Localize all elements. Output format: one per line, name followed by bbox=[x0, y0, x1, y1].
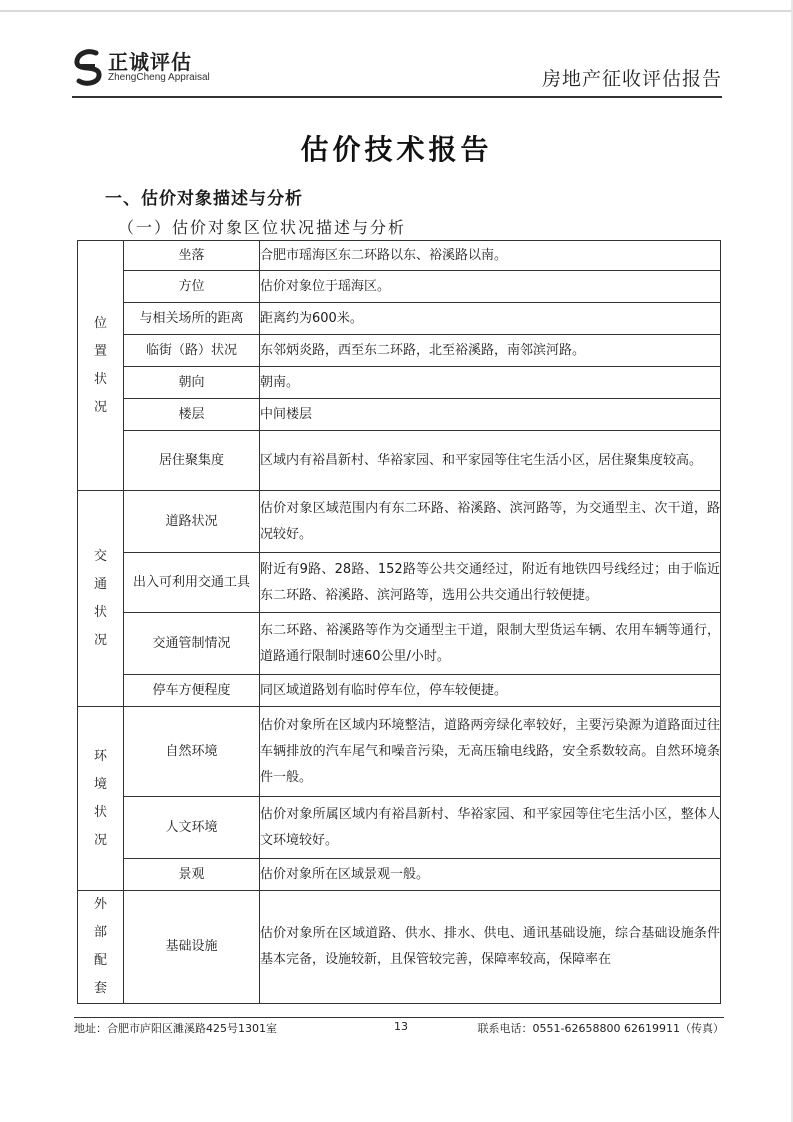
report-type: 房地产征收评估报告 bbox=[541, 68, 722, 90]
section-heading: 一、估价对象描述与分析 bbox=[105, 189, 303, 209]
value-cell: 估价对象区域范围内有东二环路、裕溪路、滨河路等，为交通型主、次干道，路况较好。 bbox=[260, 491, 721, 553]
item-cell: 交通管制情况 bbox=[124, 613, 260, 675]
item-cell: 景观 bbox=[124, 859, 260, 891]
item-cell: 基础设施 bbox=[124, 891, 260, 1004]
location-analysis-table bbox=[77, 240, 721, 1004]
item-cell: 居住聚集度 bbox=[124, 431, 260, 491]
value-cell: 附近有9路、28路、152路等公共交通经过，附近有地铁四号线经过；由于临近东二环路、裕溪路、滨河路等，选用公共交通出行较便捷。 bbox=[260, 553, 721, 613]
company-logo bbox=[72, 44, 222, 92]
value-cell: 同区域道路划有临时停车位，停车较便捷。 bbox=[260, 675, 721, 707]
document-title: 估价技术报告 bbox=[300, 133, 493, 166]
page-number: 13 bbox=[394, 1020, 408, 1033]
value-cell: 估价对象位于瑶海区。 bbox=[260, 271, 721, 303]
value-cell: 估价对象所属区域内有裕昌新村、华裕家园、和平家园等住宅生活小区，整体人文环境较好。 bbox=[260, 797, 721, 859]
group-cell-facilities bbox=[78, 891, 124, 1004]
group-label: 环境状况 bbox=[93, 748, 107, 848]
item-cell: 朝向 bbox=[124, 367, 260, 399]
footer-address: 地址：合肥市庐阳区濉溪路425号1301室 bbox=[74, 1022, 277, 1035]
group-cell-traffic bbox=[78, 491, 124, 707]
value-cell: 估价对象所在区域内环境整洁，道路两旁绿化率较好，主要污染源为道路面过往车辆排放的汽车尾气和噪音污染，无高压输电线路，安全系数较高。自然环境条件一般。 bbox=[260, 707, 721, 797]
item-cell: 出入可利用交通工具 bbox=[124, 553, 260, 613]
group-cell-location bbox=[78, 241, 124, 491]
page-header bbox=[72, 44, 722, 96]
page-footer bbox=[74, 1020, 724, 1038]
footer-divider bbox=[74, 1017, 724, 1018]
company-name-cn: 正诚评估 bbox=[108, 50, 192, 74]
logo-mark-icon bbox=[72, 47, 104, 87]
item-cell: 楼层 bbox=[124, 399, 260, 431]
value-cell: 朝南。 bbox=[260, 367, 721, 399]
value-cell: 中间楼层 bbox=[260, 399, 721, 431]
group-label: 交通状况 bbox=[93, 548, 107, 648]
item-cell: 自然环境 bbox=[124, 707, 260, 797]
item-cell: 与相关场所的距离 bbox=[124, 303, 260, 335]
value-cell: 区域内有裕昌新村、华裕家园、和平家园等住宅生活小区，居住聚集度较高。 bbox=[260, 431, 721, 491]
item-cell: 道路状况 bbox=[124, 491, 260, 553]
value-cell: 东邻炳炎路，西至东二环路，北至裕溪路，南邻滨河路。 bbox=[260, 335, 721, 367]
value-cell: 东二环路、裕溪路等作为交通型主干道，限制大型货运车辆、农用车辆等通行，道路通行限制时速60公里/小时。 bbox=[260, 613, 721, 675]
value-cell: 距离约为600米。 bbox=[260, 303, 721, 335]
item-cell: 坐落 bbox=[124, 241, 260, 271]
item-cell: 临街（路）状况 bbox=[124, 335, 260, 367]
company-name-en: ZhengCheng Appraisal bbox=[108, 72, 210, 83]
item-cell: 人文环境 bbox=[124, 797, 260, 859]
item-cell: 停车方便程度 bbox=[124, 675, 260, 707]
item-cell: 方位 bbox=[124, 271, 260, 303]
subsection-heading: （一）估价对象区位状况描述与分析 bbox=[118, 218, 407, 237]
top-border bbox=[0, 10, 793, 12]
value-cell: 估价对象所在区域景观一般。 bbox=[260, 859, 721, 891]
group-cell-environment bbox=[78, 707, 124, 891]
group-label: 位置状况 bbox=[93, 315, 107, 415]
value-cell: 估价对象所在区域道路、供水、排水、供电、通讯基础设施，综合基础设施条件基本完备，设施较新，且保管较完善，保障率较高，保障率在 bbox=[260, 891, 721, 1004]
value-cell: 合肥市瑶海区东二环路以东、裕溪路以南。 bbox=[260, 241, 721, 271]
header-divider bbox=[72, 96, 722, 98]
footer-phone: 联系电话：0551-62658800 62619911（传真） bbox=[477, 1022, 724, 1035]
group-label: 外部配套 bbox=[93, 897, 107, 996]
